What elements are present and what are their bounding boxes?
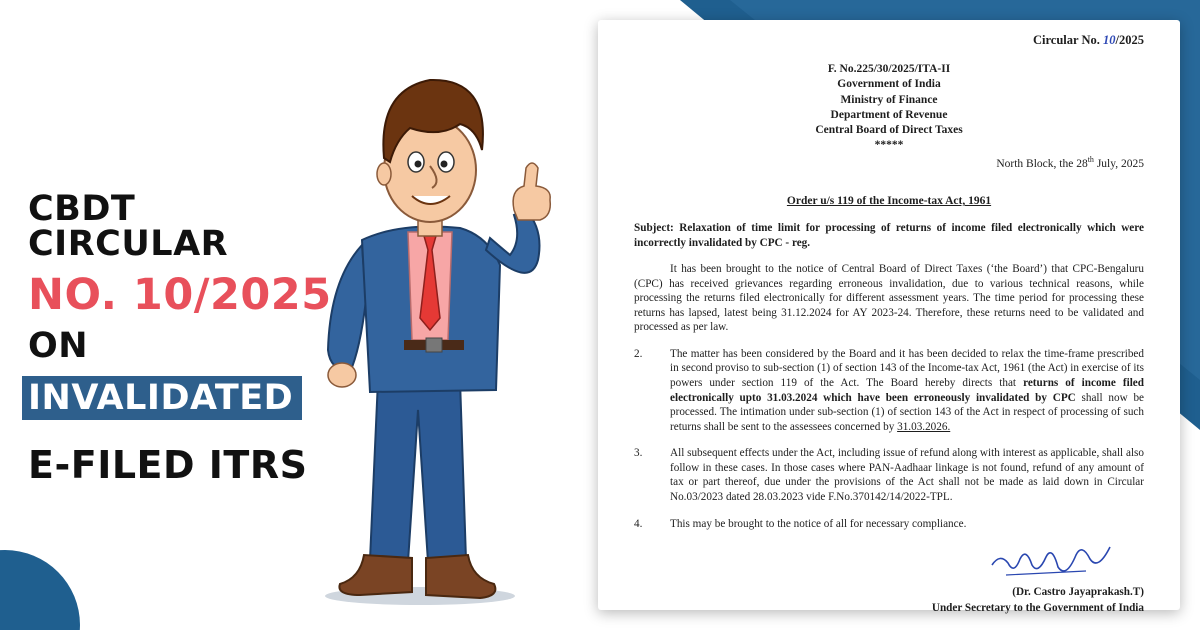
place-and-date <box>634 155 1144 172</box>
circular-number-year: /2025 <box>1115 33 1144 47</box>
headline-line-1: CBDT CIRCULAR <box>28 189 229 264</box>
subject-line: Subject: Relaxation of time limit for processing of returns of income filed electronically which were incorrectly invalidated by CPC - reg. <box>634 221 1144 249</box>
stars-divider: ***** <box>874 139 904 152</box>
circular-number <box>634 32 1144 48</box>
signature-block <box>634 537 1144 615</box>
ministry-line: Ministry of Finance <box>840 93 938 106</box>
headline-line-2: NO. 10/2025 <box>28 270 332 320</box>
paragraph-2-deadline: 31.03.2026. <box>897 420 951 433</box>
headline-line-3: ON <box>28 326 89 366</box>
headline-line-4-highlight: INVALIDATED <box>22 376 302 420</box>
businessman-thumbs-up-illustration <box>300 50 580 610</box>
paragraph-2-text <box>670 347 1144 434</box>
paragraph-2-number: 2. <box>634 347 643 360</box>
corner-decoration-bottom-left <box>0 550 80 630</box>
place-date-prefix: North Block, the 28 <box>996 158 1088 171</box>
issuing-authority <box>634 62 1144 153</box>
circular-number-value: 10 <box>1103 33 1116 47</box>
paragraph-2 <box>634 347 1144 434</box>
paragraph-2-emphasis: returns of income filed electronically upto 31.03.2024 which have been erroneously invalidated by CPC <box>670 377 1144 404</box>
paragraph-4 <box>634 517 1144 532</box>
headline-line-5: E-FILED ITRS <box>28 443 308 487</box>
handwritten-signature <box>986 535 1116 585</box>
order-title: Order u/s 119 of the Income-tax Act, 1961 <box>786 195 992 208</box>
signatory-designation: Under Secretary to the Government of India <box>931 602 1144 615</box>
paragraph-4-number: 4. <box>634 517 643 530</box>
department-line: Department of Revenue <box>830 108 948 121</box>
paragraph-4-text: This may be brought to the notice of all for necessary compliance. <box>670 517 967 530</box>
board-line: Central Board of Direct Taxes <box>815 123 963 136</box>
paragraph-3-text: All subsequent effects under the Act, including issue of refund along with interest as applicable, shall also follow in these cases. In those cases where PAN-Aadhaar linkage is not found, refund of any amount of tax or part thereof, due under the provisions of the Act shall not be made as laid down in Circular No.03/2023 dated 28.03.2023 vide F.No.370142/14/2022-TPL. <box>670 447 1144 503</box>
place-date-suffix-sup: th <box>1087 155 1094 165</box>
paragraph-2-text-b: shall now be processed. The intimation under sub-section (1) of section 143 of the Act in respect of processing of such returns shall be sent to the assessees concerned by <box>670 391 1144 433</box>
signatory-name: (Dr. Castro Jayaprakash.T) <box>1012 586 1144 599</box>
paragraph-3 <box>634 446 1144 504</box>
file-number: F. No.225/30/2025/ITA-II <box>827 63 951 76</box>
circular-number-label: Circular No. <box>1032 33 1104 47</box>
paragraph-2-text-a: The matter has been considered by the Board and it has been decided to relax the time-frame prescribed in second proviso to sub-section (1) of section 143 of the Income-tax Act, 1961 (the Act) in exercise of its powers under section 119 of the Act. The Board hereby directs that <box>670 347 1144 390</box>
government-line: Government of India <box>837 78 941 91</box>
circular-document <box>598 20 1180 615</box>
place-date-suffix: July, 2025 <box>1093 158 1144 171</box>
paragraph-1: It has been brought to the notice of Central Board of Direct Taxes (‘the Board’) that CPC-Bengaluru (CPC) has received grievances regarding erroneous invalidation, due to various technical reasons, while processing the returns filed electronically for different assessment years. The time period for processing these returns has lapsed, latest being 31.12.2024 for AY 2023-24. Therefore, these returns need to be validated and processed as per law. <box>634 263 1144 334</box>
paragraph-3-number: 3. <box>634 447 643 460</box>
